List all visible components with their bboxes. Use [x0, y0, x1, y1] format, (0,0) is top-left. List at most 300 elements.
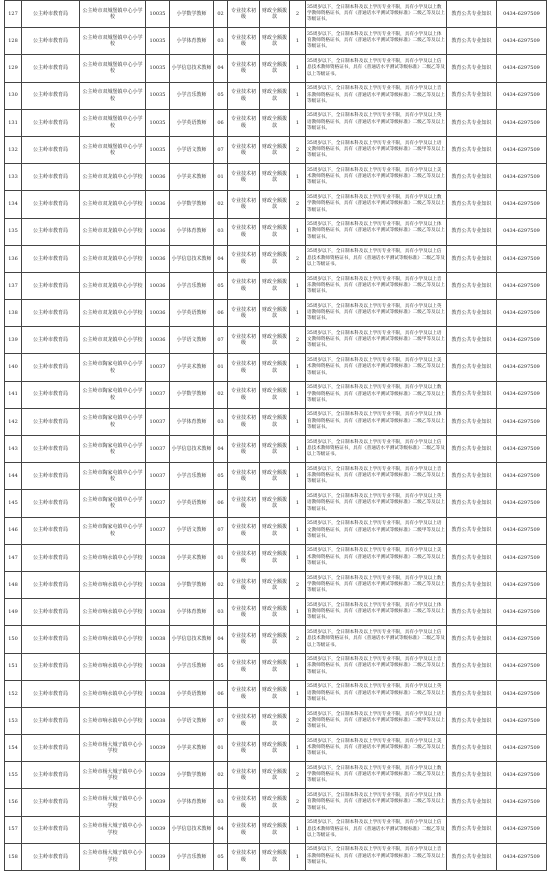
requirements-cell: 35周岁以下，全日制本科及以上学历专业不限，具有小学及以上数学教师资格证书，具有《普通话水平测试等级标准》二级乙等及以上等级证书。: [306, 381, 447, 408]
requirements-cell: 35周岁以下，全日制本科及以上学历专业不限，具有小学及以上英语教师资格证书，具有《普通话水平测试等级标准》二级乙等及以上等级证书。: [306, 680, 447, 707]
funding-type-cell: 财政全额拨款: [260, 707, 290, 734]
exam-subject-cell: 教育公共专业知识: [447, 408, 497, 435]
position-name-cell: 小学数学教师: [170, 1, 214, 28]
unit-code-cell: 10037: [146, 517, 170, 544]
department-cell: 公主岭市教育局: [22, 28, 80, 55]
requirements-cell: 35周岁以下，全日制本科及以上学历专业不限，具有小学及以上美术教师资格证书，具有《普通话水平测试等级标准》二级乙等及以上等级证书。: [306, 164, 447, 191]
funding-type-cell: 财政全额拨款: [260, 82, 290, 109]
row-number-cell: 139: [5, 327, 22, 354]
row-number-cell: 135: [5, 218, 22, 245]
requirements-cell: 35周岁以下，全日制本科及以上学历专业不限，具有小学及以上信息技术教师资格证书，具有《普通话水平测试等级标准》二级乙等及以上等级证书。: [306, 816, 447, 843]
position-name-cell: 小学语文教师: [170, 707, 214, 734]
exam-subject-cell: 教育公共专业知识: [447, 653, 497, 680]
unit-code-cell: 10036: [146, 218, 170, 245]
exam-subject-cell: 教育公共专业知识: [447, 1, 497, 28]
table-row: [5, 1, 547, 28]
contact-phone-cell: 0434-6297509: [497, 245, 547, 272]
position-code-cell: 07: [214, 136, 228, 163]
position-code-cell: 02: [214, 1, 228, 28]
contact-phone-cell: 0434-6297509: [497, 191, 547, 218]
funding-type-cell: 财政全额拨款: [260, 55, 290, 82]
row-number-cell: 149: [5, 599, 22, 626]
position-code-cell: 01: [214, 164, 228, 191]
position-code-cell: 04: [214, 626, 228, 653]
department-cell: 公主岭市教育局: [22, 463, 80, 490]
position-name-cell: 小学英语教师: [170, 490, 214, 517]
position-type-cell: 专业技术初级: [228, 55, 260, 82]
hire-count-cell: 2: [290, 571, 306, 598]
contact-phone-cell: 0434-6297509: [497, 599, 547, 626]
contact-phone-cell: 0434-6297509: [497, 408, 547, 435]
table-row: [5, 245, 547, 272]
position-code-cell: 06: [214, 490, 228, 517]
position-code-cell: 02: [214, 381, 228, 408]
hire-count-cell: 2: [290, 707, 306, 734]
hiring-unit-cell: 公主岭市双城堡镇中心小学校: [80, 28, 146, 55]
contact-phone-cell: 0434-6297509: [497, 109, 547, 136]
position-code-cell: 05: [214, 272, 228, 299]
row-number-cell: 151: [5, 653, 22, 680]
position-type-cell: 专业技术初级: [228, 327, 260, 354]
row-number-cell: 157: [5, 816, 22, 843]
hire-count-cell: 1: [290, 55, 306, 82]
department-cell: 公主岭市教育局: [22, 136, 80, 163]
hiring-unit-cell: 公主岭市陶家屯镇中心小学校: [80, 463, 146, 490]
requirements-cell: 35周岁以下，全日制本科及以上学历专业不限，具有小学及以上英语教师资格证书，具有《普通话水平测试等级标准》二级乙等及以上等级证书。: [306, 109, 447, 136]
position-code-cell: 02: [214, 571, 228, 598]
exam-subject-cell: 教育公共专业知识: [447, 109, 497, 136]
contact-phone-cell: 0434-6297509: [497, 381, 547, 408]
department-cell: 公主岭市教育局: [22, 735, 80, 762]
position-type-cell: 专业技术初级: [228, 354, 260, 381]
table-row: [5, 354, 547, 381]
position-name-cell: 小学音乐教师: [170, 843, 214, 870]
hiring-unit-cell: 公主岭市双城堡镇中心小学校: [80, 1, 146, 28]
unit-code-cell: 10035: [146, 109, 170, 136]
position-name-cell: 小学音乐教师: [170, 272, 214, 299]
department-cell: 公主岭市教育局: [22, 191, 80, 218]
table-row: [5, 789, 547, 816]
department-cell: 公主岭市教育局: [22, 354, 80, 381]
requirements-cell: 35周岁以下，全日制本科及以上学历专业不限，具有小学及以上英语教师资格证书，具有《普通话水平测试等级标准》二级乙等及以上等级证书。: [306, 300, 447, 327]
hiring-unit-cell: 公主岭市双龙镇中心小学校: [80, 164, 146, 191]
contact-phone-cell: 0434-6297509: [497, 272, 547, 299]
exam-subject-cell: 教育公共专业知识: [447, 327, 497, 354]
unit-code-cell: 10037: [146, 354, 170, 381]
department-cell: 公主岭市教育局: [22, 436, 80, 463]
row-number-cell: 127: [5, 1, 22, 28]
contact-phone-cell: 0434-6297509: [497, 28, 547, 55]
funding-type-cell: 财政全额拨款: [260, 571, 290, 598]
exam-subject-cell: 教育公共专业知识: [447, 816, 497, 843]
unit-code-cell: 10038: [146, 680, 170, 707]
hire-count-cell: 2: [290, 245, 306, 272]
row-number-cell: 141: [5, 381, 22, 408]
position-name-cell: 小学美术教师: [170, 544, 214, 571]
position-code-cell: 05: [214, 653, 228, 680]
hiring-unit-cell: 公主岭市双城堡镇中心小学校: [80, 136, 146, 163]
table-row: [5, 463, 547, 490]
position-name-cell: 小学体育教师: [170, 408, 214, 435]
hiring-unit-cell: 公主岭市杨大城子镇中心小学校: [80, 789, 146, 816]
hiring-unit-cell: 公主岭市双龙镇中心小学校: [80, 327, 146, 354]
exam-subject-cell: 教育公共专业知识: [447, 436, 497, 463]
row-number-cell: 136: [5, 245, 22, 272]
row-number-cell: 138: [5, 300, 22, 327]
position-name-cell: 小学体育教师: [170, 599, 214, 626]
table-row: [5, 381, 547, 408]
row-number-cell: 155: [5, 762, 22, 789]
exam-subject-cell: 教育公共专业知识: [447, 626, 497, 653]
row-number-cell: 143: [5, 436, 22, 463]
position-name-cell: 小学音乐教师: [170, 653, 214, 680]
position-code-cell: 03: [214, 28, 228, 55]
unit-code-cell: 10037: [146, 490, 170, 517]
row-number-cell: 144: [5, 463, 22, 490]
funding-type-cell: 财政全额拨款: [260, 843, 290, 870]
hire-count-cell: 1: [290, 463, 306, 490]
unit-code-cell: 10039: [146, 843, 170, 870]
hiring-unit-cell: 公主岭市陶家屯镇中心小学校: [80, 381, 146, 408]
position-type-cell: 专业技术初级: [228, 109, 260, 136]
exam-subject-cell: 教育公共专业知识: [447, 381, 497, 408]
table-row: [5, 735, 547, 762]
unit-code-cell: 10035: [146, 28, 170, 55]
position-type-cell: 专业技术初级: [228, 762, 260, 789]
exam-subject-cell: 教育公共专业知识: [447, 218, 497, 245]
unit-code-cell: 10036: [146, 300, 170, 327]
hiring-unit-cell: 公主岭市响水镇中心小学校: [80, 599, 146, 626]
funding-type-cell: 财政全额拨款: [260, 164, 290, 191]
hire-count-cell: 1: [290, 28, 306, 55]
row-number-cell: 142: [5, 408, 22, 435]
funding-type-cell: 财政全额拨款: [260, 408, 290, 435]
exam-subject-cell: 教育公共专业知识: [447, 571, 497, 598]
position-name-cell: 小学数学教师: [170, 381, 214, 408]
position-name-cell: 小学信息技术教师: [170, 245, 214, 272]
contact-phone-cell: 0434-6297509: [497, 327, 547, 354]
row-number-cell: 128: [5, 28, 22, 55]
exam-subject-cell: 教育公共专业知识: [447, 55, 497, 82]
table-row: [5, 517, 547, 544]
department-cell: 公主岭市教育局: [22, 272, 80, 299]
table-row: [5, 436, 547, 463]
unit-code-cell: 10036: [146, 272, 170, 299]
hiring-unit-cell: 公主岭市双龙镇中心小学校: [80, 272, 146, 299]
contact-phone-cell: 0434-6297509: [497, 571, 547, 598]
exam-subject-cell: 教育公共专业知识: [447, 300, 497, 327]
department-cell: 公主岭市教育局: [22, 300, 80, 327]
department-cell: 公主岭市教育局: [22, 571, 80, 598]
hire-count-cell: 1: [290, 272, 306, 299]
department-cell: 公主岭市教育局: [22, 218, 80, 245]
hire-count-cell: 1: [290, 599, 306, 626]
hiring-unit-cell: 公主岭市响水镇中心小学校: [80, 544, 146, 571]
table-row: [5, 571, 547, 598]
department-cell: 公主岭市教育局: [22, 164, 80, 191]
position-code-cell: 02: [214, 191, 228, 218]
hiring-unit-cell: 公主岭市双龙镇中心小学校: [80, 191, 146, 218]
requirements-cell: 35周岁以下，全日制本科及以上学历专业不限，具有小学及以上美术教师资格证书，具有《普通话水平测试等级标准》二级乙等及以上等级证书。: [306, 354, 447, 381]
position-type-cell: 专业技术初级: [228, 272, 260, 299]
hiring-unit-cell: 公主岭市响水镇中心小学校: [80, 626, 146, 653]
hire-count-cell: 1: [290, 490, 306, 517]
position-code-cell: 03: [214, 408, 228, 435]
hire-count-cell: 1: [290, 735, 306, 762]
contact-phone-cell: 0434-6297509: [497, 517, 547, 544]
position-type-cell: 专业技术初级: [228, 218, 260, 245]
funding-type-cell: 财政全额拨款: [260, 327, 290, 354]
position-name-cell: 小学信息技术教师: [170, 436, 214, 463]
row-number-cell: 132: [5, 136, 22, 163]
funding-type-cell: 财政全额拨款: [260, 1, 290, 28]
hire-count-cell: 1: [290, 408, 306, 435]
funding-type-cell: 财政全额拨款: [260, 28, 290, 55]
department-cell: 公主岭市教育局: [22, 245, 80, 272]
row-number-cell: 140: [5, 354, 22, 381]
row-number-cell: 158: [5, 843, 22, 870]
position-type-cell: 专业技术初级: [228, 490, 260, 517]
unit-code-cell: 10036: [146, 327, 170, 354]
funding-type-cell: 财政全额拨款: [260, 245, 290, 272]
department-cell: 公主岭市教育局: [22, 517, 80, 544]
exam-subject-cell: 教育公共专业知识: [447, 735, 497, 762]
contact-phone-cell: 0434-6297509: [497, 1, 547, 28]
hiring-unit-cell: 公主岭市响水镇中心小学校: [80, 680, 146, 707]
exam-subject-cell: 教育公共专业知识: [447, 680, 497, 707]
requirements-cell: 35周岁以下，全日制本科及以上学历专业不限，具有小学及以上体育教师资格证书，具有《普通话水平测试等级标准》二级乙等及以上等级证书。: [306, 28, 447, 55]
row-number-cell: 154: [5, 735, 22, 762]
department-cell: 公主岭市教育局: [22, 408, 80, 435]
funding-type-cell: 财政全额拨款: [260, 436, 290, 463]
hire-count-cell: 2: [290, 762, 306, 789]
hire-count-cell: 1: [290, 680, 306, 707]
unit-code-cell: 10036: [146, 164, 170, 191]
funding-type-cell: 财政全额拨款: [260, 218, 290, 245]
contact-phone-cell: 0434-6297509: [497, 626, 547, 653]
position-name-cell: 小学英语教师: [170, 680, 214, 707]
table-row: [5, 28, 547, 55]
position-name-cell: 小学体育教师: [170, 28, 214, 55]
requirements-cell: 35周岁以下，全日制本科及以上学历专业不限，具有小学及以上音乐教师资格证书，具有《普通话水平测试等级标准》二级乙等及以上等级证书。: [306, 843, 447, 870]
position-type-cell: 专业技术初级: [228, 571, 260, 598]
exam-subject-cell: 教育公共专业知识: [447, 762, 497, 789]
hiring-unit-cell: 公主岭市响水镇中心小学校: [80, 571, 146, 598]
table-row: [5, 300, 547, 327]
row-number-cell: 131: [5, 109, 22, 136]
row-number-cell: 130: [5, 82, 22, 109]
requirements-cell: 35周岁以下，全日制本科及以上学历专业不限，具有小学及以上数学教师资格证书，具有《普通话水平测试等级标准》二级乙等及以上等级证书。: [306, 191, 447, 218]
funding-type-cell: 财政全额拨款: [260, 599, 290, 626]
position-name-cell: 小学信息技术教师: [170, 626, 214, 653]
hire-count-cell: 1: [290, 164, 306, 191]
contact-phone-cell: 0434-6297509: [497, 816, 547, 843]
unit-code-cell: 10039: [146, 762, 170, 789]
position-name-cell: 小学语文教师: [170, 327, 214, 354]
contact-phone-cell: 0434-6297509: [497, 55, 547, 82]
requirements-cell: 35周岁以下，全日制本科及以上学历专业不限，具有小学及以上信息技术教师资格证书，具有《普通话水平测试等级标准》二级乙等及以上等级证书。: [306, 245, 447, 272]
position-type-cell: 专业技术初级: [228, 164, 260, 191]
row-number-cell: 147: [5, 544, 22, 571]
position-name-cell: 小学美术教师: [170, 164, 214, 191]
table-row: [5, 653, 547, 680]
table-row: [5, 490, 547, 517]
table-row: [5, 626, 547, 653]
requirements-cell: 35周岁以下，全日制本科及以上学历专业不限，具有小学及以上音乐教师资格证书，具有《普通话水平测试等级标准》二级乙等及以上等级证书。: [306, 82, 447, 109]
department-cell: 公主岭市教育局: [22, 1, 80, 28]
position-type-cell: 专业技术初级: [228, 28, 260, 55]
requirements-cell: 35周岁以下，全日制本科及以上学历专业不限，具有小学及以上信息技术教师资格证书，具有《普通话水平测试等级标准》二级乙等及以上等级证书。: [306, 55, 447, 82]
contact-phone-cell: 0434-6297509: [497, 463, 547, 490]
table-row: [5, 544, 547, 571]
contact-phone-cell: 0434-6297509: [497, 300, 547, 327]
hiring-unit-cell: 公主岭市双城堡镇中心小学校: [80, 55, 146, 82]
contact-phone-cell: 0434-6297509: [497, 680, 547, 707]
funding-type-cell: 财政全额拨款: [260, 789, 290, 816]
requirements-cell: 35周岁以下，全日制本科及以上学历专业不限，具有小学及以上体育教师资格证书，具有《普通话水平测试等级标准》二级乙等及以上等级证书。: [306, 218, 447, 245]
table-row: [5, 136, 547, 163]
hire-count-cell: 1: [290, 218, 306, 245]
table-row: [5, 218, 547, 245]
unit-code-cell: 10035: [146, 82, 170, 109]
row-number-cell: 133: [5, 164, 22, 191]
unit-code-cell: 10038: [146, 544, 170, 571]
position-type-cell: 专业技术初级: [228, 1, 260, 28]
position-type-cell: 专业技术初级: [228, 680, 260, 707]
funding-type-cell: 财政全额拨款: [260, 136, 290, 163]
row-number-cell: 134: [5, 191, 22, 218]
unit-code-cell: 10038: [146, 571, 170, 598]
position-type-cell: 专业技术初级: [228, 816, 260, 843]
position-type-cell: 专业技术初级: [228, 544, 260, 571]
department-cell: 公主岭市教育局: [22, 762, 80, 789]
requirements-cell: 35周岁以下，全日制本科及以上学历专业不限，具有小学及以上音乐教师资格证书，具有《普通话水平测试等级标准》二级乙等及以上等级证书。: [306, 272, 447, 299]
contact-phone-cell: 0434-6297509: [497, 735, 547, 762]
position-code-cell: 01: [214, 544, 228, 571]
position-name-cell: 小学数学教师: [170, 762, 214, 789]
department-cell: 公主岭市教育局: [22, 680, 80, 707]
position-type-cell: 专业技术初级: [228, 463, 260, 490]
table-row: [5, 707, 547, 734]
position-type-cell: 专业技术初级: [228, 626, 260, 653]
hiring-unit-cell: 公主岭市陶家屯镇中心小学校: [80, 517, 146, 544]
row-number-cell: 152: [5, 680, 22, 707]
department-cell: 公主岭市教育局: [22, 789, 80, 816]
unit-code-cell: 10035: [146, 136, 170, 163]
hiring-unit-cell: 公主岭市杨大城子镇中心小学校: [80, 735, 146, 762]
exam-subject-cell: 教育公共专业知识: [447, 517, 497, 544]
position-code-cell: 02: [214, 762, 228, 789]
row-number-cell: 146: [5, 517, 22, 544]
hiring-unit-cell: 公主岭市双城堡镇中心小学校: [80, 109, 146, 136]
row-number-cell: 137: [5, 272, 22, 299]
unit-code-cell: 10035: [146, 55, 170, 82]
contact-phone-cell: 0434-6297509: [497, 843, 547, 870]
hiring-unit-cell: 公主岭市杨大城子镇中心小学校: [80, 816, 146, 843]
position-name-cell: 小学美术教师: [170, 354, 214, 381]
hire-count-cell: 2: [290, 136, 306, 163]
contact-phone-cell: 0434-6297509: [497, 82, 547, 109]
hiring-unit-cell: 公主岭市陶家屯镇中心小学校: [80, 436, 146, 463]
recruitment-table: [4, 0, 547, 871]
department-cell: 公主岭市教育局: [22, 707, 80, 734]
exam-subject-cell: 教育公共专业知识: [447, 272, 497, 299]
unit-code-cell: 10037: [146, 408, 170, 435]
unit-code-cell: 10037: [146, 381, 170, 408]
hiring-unit-cell: 公主岭市陶家屯镇中心小学校: [80, 408, 146, 435]
unit-code-cell: 10037: [146, 463, 170, 490]
exam-subject-cell: 教育公共专业知识: [447, 136, 497, 163]
unit-code-cell: 10038: [146, 626, 170, 653]
position-name-cell: 小学体育教师: [170, 789, 214, 816]
table-row: [5, 762, 547, 789]
hire-count-cell: 2: [290, 191, 306, 218]
department-cell: 公主岭市教育局: [22, 816, 80, 843]
funding-type-cell: 财政全额拨款: [260, 544, 290, 571]
position-code-cell: 07: [214, 707, 228, 734]
position-name-cell: 小学英语教师: [170, 300, 214, 327]
exam-subject-cell: 教育公共专业知识: [447, 599, 497, 626]
position-type-cell: 专业技术初级: [228, 599, 260, 626]
position-type-cell: 专业技术初级: [228, 436, 260, 463]
position-name-cell: 小学音乐教师: [170, 463, 214, 490]
hiring-unit-cell: 公主岭市双龙镇中心小学校: [80, 218, 146, 245]
hiring-unit-cell: 公主岭市陶家屯镇中心小学校: [80, 354, 146, 381]
department-cell: 公主岭市教育局: [22, 55, 80, 82]
requirements-cell: 35周岁以下，全日制本科及以上学历专业不限，具有小学及以上美术教师资格证书，具有《普通话水平测试等级标准》二级乙等及以上等级证书。: [306, 544, 447, 571]
funding-type-cell: 财政全额拨款: [260, 490, 290, 517]
position-name-cell: 小学音乐教师: [170, 82, 214, 109]
requirements-cell: 35周岁以下，全日制本科及以上学历专业不限，具有小学及以上数学教师资格证书，具有《普通话水平测试等级标准》二级乙等及以上等级证书。: [306, 762, 447, 789]
exam-subject-cell: 教育公共专业知识: [447, 789, 497, 816]
unit-code-cell: 10039: [146, 816, 170, 843]
hiring-unit-cell: 公主岭市陶家屯镇中心小学校: [80, 490, 146, 517]
funding-type-cell: 财政全额拨款: [260, 762, 290, 789]
position-code-cell: 05: [214, 843, 228, 870]
hire-count-cell: 2: [290, 626, 306, 653]
funding-type-cell: 财政全额拨款: [260, 191, 290, 218]
position-code-cell: 06: [214, 680, 228, 707]
table-row: [5, 680, 547, 707]
hire-count-cell: 1: [290, 517, 306, 544]
exam-subject-cell: 教育公共专业知识: [447, 490, 497, 517]
exam-subject-cell: 教育公共专业知识: [447, 245, 497, 272]
exam-subject-cell: 教育公共专业知识: [447, 843, 497, 870]
position-type-cell: 专业技术初级: [228, 735, 260, 762]
hire-count-cell: 1: [290, 544, 306, 571]
table-row: [5, 55, 547, 82]
funding-type-cell: 财政全额拨款: [260, 109, 290, 136]
table-row: [5, 82, 547, 109]
hire-count-cell: 2: [290, 1, 306, 28]
funding-type-cell: 财政全额拨款: [260, 354, 290, 381]
row-number-cell: 129: [5, 55, 22, 82]
hire-count-cell: 1: [290, 381, 306, 408]
position-code-cell: 07: [214, 517, 228, 544]
table-row: [5, 599, 547, 626]
unit-code-cell: 10038: [146, 653, 170, 680]
requirements-cell: 35周岁以下，全日制本科及以上学历专业不限，具有小学及以上语文教师资格证书，具有《普通话水平测试等级标准》二级甲等及以上等级证书。: [306, 136, 447, 163]
hire-count-cell: 1: [290, 109, 306, 136]
row-number-cell: 153: [5, 707, 22, 734]
hire-count-cell: 2: [290, 789, 306, 816]
hire-count-cell: 1: [290, 843, 306, 870]
requirements-cell: 35周岁以下，全日制本科及以上学历专业不限，具有小学及以上语文教师资格证书，具有《普通话水平测试等级标准》二级甲等及以上等级证书。: [306, 517, 447, 544]
position-name-cell: 小学信息技术教师: [170, 816, 214, 843]
funding-type-cell: 财政全额拨款: [260, 653, 290, 680]
row-number-cell: 148: [5, 571, 22, 598]
unit-code-cell: 10039: [146, 735, 170, 762]
